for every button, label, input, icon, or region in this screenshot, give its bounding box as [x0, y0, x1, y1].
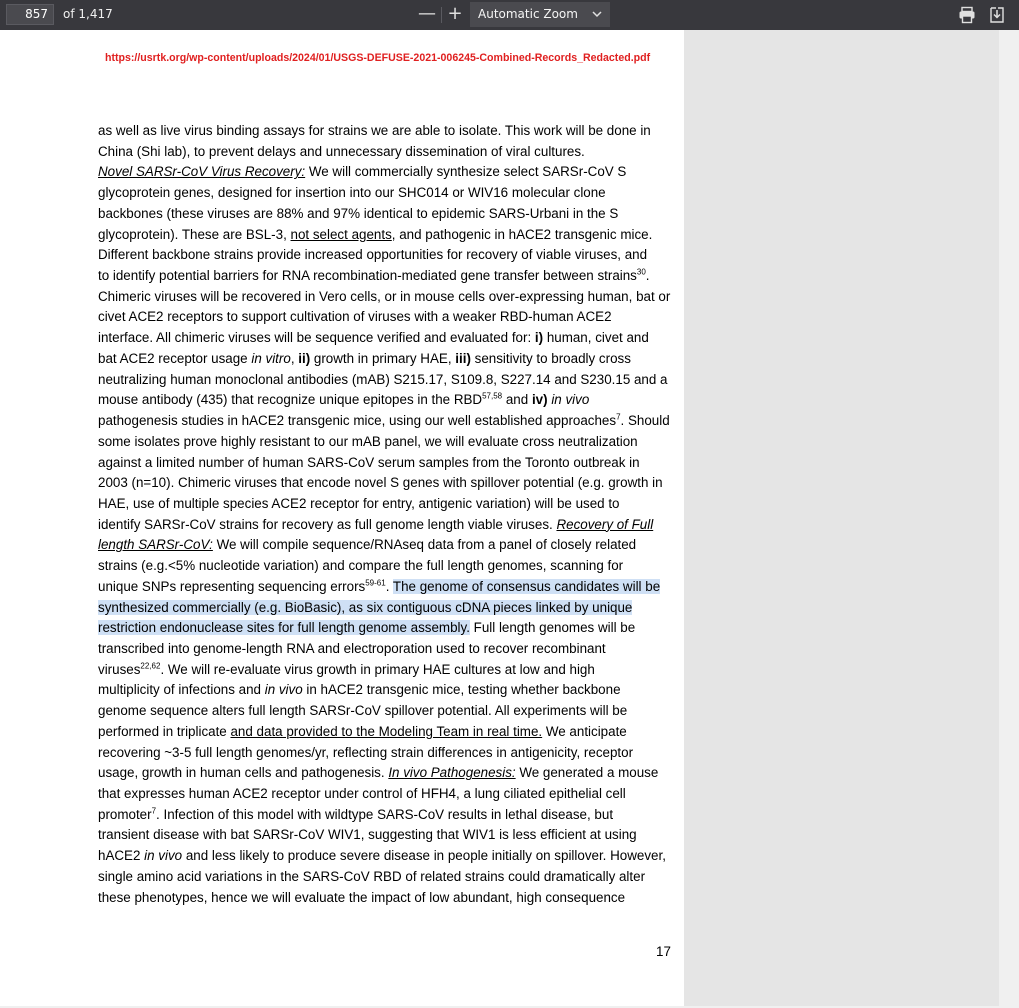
save-download-icon[interactable] [988, 6, 1006, 24]
text-run: these phenotypes, hence we will evaluate the impact of low abundant, high consequence [98, 889, 626, 905]
text-line [98, 142, 678, 163]
text-line [98, 680, 678, 701]
text-run: 2003 (n=10). Chimeric viruses that encode novel S genes with spillover potential (e.g. growth in [98, 475, 663, 491]
text-line [98, 121, 678, 142]
text-line [98, 349, 678, 370]
text-run: and data provided to the Modeling Team in real time. [230, 723, 543, 739]
text-run: . [645, 268, 650, 284]
text-run: hACE2 [98, 848, 145, 864]
citation-superscript: 22,62 [140, 661, 161, 671]
text-line [98, 743, 678, 764]
text-run: some isolates prove highly resistant to our mAB panel, we will evaluate cross neutralization [98, 433, 638, 449]
printer-icon[interactable] [958, 6, 976, 24]
text-line [98, 266, 678, 287]
text-line [98, 328, 678, 349]
page-number-input[interactable]: 857 [6, 4, 54, 25]
text-run: transient disease with bat SARSr-CoV WIV1, suggesting that WIV1 is less efficient at using [98, 827, 637, 843]
text-line [98, 867, 678, 888]
text-line [98, 618, 678, 639]
text-run: Recovery of Full [556, 516, 654, 532]
text-run: We anticipate [542, 723, 627, 739]
text-run: viruses [98, 661, 141, 677]
text-run: glycoprotein genes, designed for insertion into our SHC014 or WIV16 molecular clone [98, 185, 606, 201]
text-run: that expresses human ACE2 receptor under control of HFH4, a lung ciliated epithelial cell [98, 786, 626, 801]
selected-text: restriction endonuclease sites for full length genome assembly. [98, 620, 470, 636]
text-run: and less likely to produce severe disease in people initially on spillover. However, [182, 848, 666, 864]
text-run: bat ACE2 receptor usage [98, 350, 252, 366]
text-run: in vitro [251, 350, 291, 366]
citation-superscript: 57,58 [482, 391, 503, 401]
citation-superscript: 59-61 [365, 578, 386, 588]
text-run: length SARSr-CoV: [98, 537, 213, 553]
text-run: Chimeric viruses will be recovered in Vero cells, or in mouse cells over-expressing human, bat or [98, 288, 671, 304]
text-run: to identify potential barriers for RNA recombination-mediated gene transfer between strains [98, 268, 637, 284]
text-run: iii) [455, 350, 471, 366]
text-line [98, 825, 678, 846]
text-line [98, 287, 678, 308]
text-line [98, 722, 678, 743]
zoom-select-value: Automatic Zoom [478, 7, 578, 21]
text-run: unique SNPs representing sequencing errors [98, 578, 366, 594]
text-run: civet ACE2 receptors to support cultivation of viruses with a weaker RBD-human ACE2 [98, 309, 612, 325]
text-run: mouse antibody (435) that recognize unique epitopes in the RBD [98, 392, 483, 408]
text-run: ii) [298, 350, 311, 366]
selected-text: The genome of consensus candidates will be [392, 578, 661, 594]
text-run: identify SARSr-CoV strains for recovery as full genome length viable viruses. [98, 516, 557, 532]
text-run: promoter [98, 806, 152, 822]
text-run: Full length genomes will be [469, 620, 636, 636]
text-run: , and pathogenic in hACE2 transgenic mice. [391, 226, 653, 242]
pdf-page [0, 30, 684, 1006]
text-run: We will compile sequence/RNAseq data from a panel of closely related [212, 537, 637, 553]
text-run: iv) [531, 392, 548, 408]
page-gutter [684, 30, 999, 1006]
text-run: in vivo [144, 848, 183, 864]
text-run: strains (e.g.<5% nucleotide variation) and compare the full length genomes, scanning for [98, 558, 624, 574]
page-count-label: of 1,417 [63, 7, 113, 21]
text-run: . Infection of this model with wildtype SARS-CoV results in lethal disease, but [156, 806, 614, 822]
text-run: genome sequence alters full length SARSr-CoV spillover potential. All experiments will be [98, 703, 628, 719]
text-run: , [290, 350, 299, 366]
text-run: human, civet and [543, 330, 649, 346]
text-run: growth in primary HAE, [310, 350, 456, 366]
text-line [98, 390, 678, 411]
text-line [98, 598, 678, 619]
text-line [98, 245, 678, 266]
zoom-in-button[interactable]: + [447, 3, 463, 24]
page-footer-number: 17 [656, 944, 671, 959]
pdf-toolbar [0, 0, 1019, 30]
text-line [98, 639, 678, 660]
text-line [98, 204, 678, 225]
text-run: in vivo [264, 682, 303, 698]
text-line [98, 805, 678, 826]
text-line [98, 701, 678, 722]
page-body-text [98, 121, 678, 908]
text-run: i) [534, 330, 544, 346]
text-line [98, 473, 678, 494]
citation-superscript: 30 [636, 267, 646, 277]
text-line [98, 846, 678, 867]
text-line [98, 763, 678, 784]
text-run: China (Shi lab), to prevent delays and unnecessary dissemination of viral cultures. [98, 143, 585, 159]
text-line [98, 453, 678, 474]
text-run: . We will re-evaluate virus growth in primary HAE cultures at low and high [160, 661, 595, 677]
text-run: usage, growth in human cells and pathogenesis. [98, 765, 389, 781]
text-run: . Should [620, 413, 670, 429]
text-run: performed in triplicate [98, 723, 231, 739]
text-run: single amino acid variations in the SARS-CoV RBD of related strains could dramatically alter [98, 868, 646, 884]
text-run: Different backbone strains provide increased opportunities for recovery of viable viruses, and [98, 247, 648, 263]
citation-superscript: 7 [151, 806, 157, 816]
zoom-out-button[interactable]: — [418, 3, 436, 24]
selected-text: synthesized commercially (e.g. BioBasic), as six contiguous cDNA pieces linked by unique [98, 599, 633, 615]
toolbar-divider [441, 7, 442, 23]
text-run: transcribed into genome-length RNA and electroporation used to recover recombinant [98, 640, 606, 656]
text-line [98, 183, 678, 204]
text-line [98, 411, 678, 432]
text-run: sensitivity to broadly cross [470, 350, 631, 366]
text-line [98, 784, 678, 805]
text-line [98, 494, 678, 515]
text-run: in hACE2 transgenic mice, testing whether backbone [302, 682, 621, 698]
text-line [98, 535, 678, 556]
text-run: in vivo [551, 392, 590, 408]
text-run: . [385, 578, 393, 594]
text-run: multiplicity of infections and [98, 682, 265, 698]
text-line [98, 162, 678, 183]
text-run: as well as live virus binding assays for strains we are able to isolate. This work will be done in [98, 123, 651, 138]
text-line [98, 556, 678, 577]
text-run: In vivo Pathogenesis: [388, 765, 516, 781]
text-run: We will commercially synthesize select SARSr-CoV S [305, 164, 627, 180]
text-line [98, 307, 678, 328]
scroll-area[interactable] [999, 30, 1019, 1008]
text-run: not select agents [290, 226, 392, 242]
text-line [98, 225, 678, 246]
text-run: Novel SARSr-CoV Virus Recovery: [98, 164, 306, 180]
text-line [98, 515, 678, 536]
text-run: glycoprotein). These are BSL-3, [98, 226, 291, 242]
text-run: interface. All chimeric viruses will be sequence verified and evaluated for: [98, 330, 535, 346]
text-run: against a limited number of human SARS-CoV serum samples from the Toronto outbreak in [98, 454, 640, 470]
text-run: and [502, 392, 532, 408]
text-run: HAE, use of multiple species ACE2 receptor for entry, antigenic variation) will be used to [98, 495, 620, 511]
zoom-select[interactable] [470, 2, 610, 27]
text-line [98, 660, 678, 681]
text-line [98, 432, 678, 453]
document-viewer[interactable] [0, 30, 1019, 1008]
text-line [98, 577, 678, 598]
text-line [98, 370, 678, 391]
text-run: recovering ~3-5 full length genomes/yr, reflecting strain differences in antigenicity, receptor [98, 744, 634, 760]
citation-superscript: 7 [616, 412, 621, 422]
text-run: neutralizing human monoclonal antibodies (mAB) S215.17, S109.8, S227.14 and S230.15 and a [98, 371, 668, 387]
text-run: backbones (these viruses are 88% and 97% identical to epidemic SARS-Urbani in the S [98, 205, 619, 221]
text-line [98, 888, 678, 909]
text-run: pathogenesis studies in hACE2 transgenic mice, using our well established approaches [98, 413, 617, 429]
source-url[interactable]: https://usrtk.org/wp-content/uploads/2024/01/USGS-DEFUSE-2021-006245-Combined-Records_Redacted.pdf [105, 52, 651, 64]
text-run: We generated a mouse [515, 765, 659, 781]
